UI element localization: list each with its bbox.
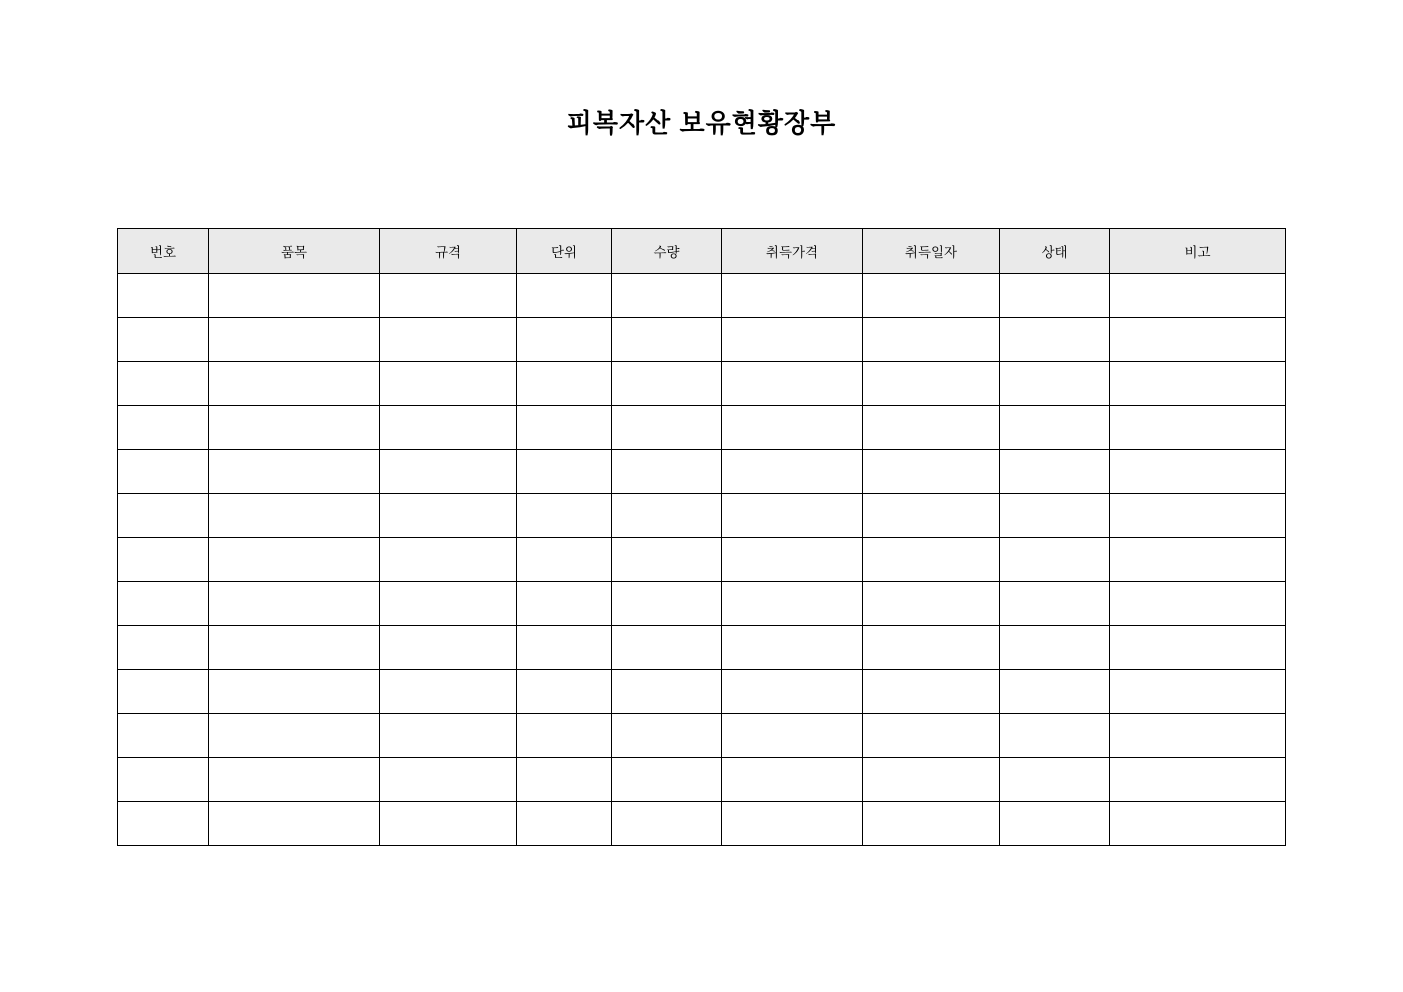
table-cell-item[interactable]	[209, 626, 380, 670]
table-cell-note[interactable]	[1110, 406, 1286, 450]
table-cell-item[interactable]	[209, 714, 380, 758]
table-cell-spec[interactable]	[380, 714, 517, 758]
table-row[interactable]	[118, 758, 1286, 802]
table-cell-item[interactable]	[209, 406, 380, 450]
table-cell-price[interactable]	[722, 318, 863, 362]
column-header-state: 상태	[1000, 229, 1110, 274]
table-cell-date[interactable]	[863, 494, 1000, 538]
table-cell-note[interactable]	[1110, 538, 1286, 582]
table-row[interactable]	[118, 538, 1286, 582]
table-cell-price[interactable]	[722, 538, 863, 582]
table-cell-item[interactable]	[209, 670, 380, 714]
table-cell-spec[interactable]	[380, 582, 517, 626]
table-cell-note[interactable]	[1110, 362, 1286, 406]
table-header-row	[118, 229, 1286, 274]
table-cell-state[interactable]	[1000, 318, 1110, 362]
table-cell-note[interactable]	[1110, 758, 1286, 802]
table-cell-qty[interactable]	[612, 538, 722, 582]
table-cell-price[interactable]	[722, 274, 863, 318]
table-cell-item[interactable]	[209, 802, 380, 846]
table-cell-state[interactable]	[1000, 450, 1110, 494]
table-cell-qty[interactable]	[612, 758, 722, 802]
table-cell-spec[interactable]	[380, 494, 517, 538]
table-cell-no[interactable]	[118, 626, 209, 670]
table-cell-date[interactable]	[863, 538, 1000, 582]
table-cell-qty[interactable]	[612, 274, 722, 318]
table-cell-no[interactable]	[118, 538, 209, 582]
table-cell-date[interactable]	[863, 450, 1000, 494]
table-cell-item[interactable]	[209, 362, 380, 406]
table-cell-price[interactable]	[722, 362, 863, 406]
table-cell-item[interactable]	[209, 538, 380, 582]
table-cell-price[interactable]	[722, 626, 863, 670]
column-header-no: 번호	[118, 229, 209, 274]
table-row[interactable]	[118, 318, 1286, 362]
table-cell-price[interactable]	[722, 582, 863, 626]
table-cell-date[interactable]	[863, 670, 1000, 714]
table-row[interactable]	[118, 406, 1286, 450]
table-cell-state[interactable]	[1000, 758, 1110, 802]
asset-ledger-table	[117, 228, 1286, 846]
table-row[interactable]	[118, 362, 1286, 406]
table-cell-no[interactable]	[118, 714, 209, 758]
table-cell-date[interactable]	[863, 362, 1000, 406]
table-row[interactable]	[118, 670, 1286, 714]
table-cell-unit[interactable]	[517, 758, 612, 802]
table-row[interactable]	[118, 714, 1286, 758]
table-cell-no[interactable]	[118, 274, 209, 318]
table-cell-date[interactable]	[863, 274, 1000, 318]
table-cell-unit[interactable]	[517, 318, 612, 362]
table-cell-date[interactable]	[863, 318, 1000, 362]
table-cell-no[interactable]	[118, 318, 209, 362]
table-cell-spec[interactable]	[380, 802, 517, 846]
table-cell-unit[interactable]	[517, 714, 612, 758]
table-cell-no[interactable]	[118, 670, 209, 714]
table-cell-price[interactable]	[722, 670, 863, 714]
table-cell-qty[interactable]	[612, 450, 722, 494]
table-cell-price[interactable]	[722, 758, 863, 802]
table-cell-unit[interactable]	[517, 494, 612, 538]
table-cell-unit[interactable]	[517, 802, 612, 846]
table-row[interactable]	[118, 274, 1286, 318]
table-cell-date[interactable]	[863, 626, 1000, 670]
table-cell-unit[interactable]	[517, 626, 612, 670]
table-cell-unit[interactable]	[517, 362, 612, 406]
table-cell-unit[interactable]	[517, 538, 612, 582]
table-cell-no[interactable]	[118, 406, 209, 450]
table-cell-note[interactable]	[1110, 802, 1286, 846]
table-row[interactable]	[118, 450, 1286, 494]
table-cell-note[interactable]	[1110, 494, 1286, 538]
table-cell-qty[interactable]	[612, 626, 722, 670]
table-cell-price[interactable]	[722, 406, 863, 450]
column-header-price: 취득가격	[722, 229, 863, 274]
table-cell-qty[interactable]	[612, 362, 722, 406]
table-cell-date[interactable]	[863, 406, 1000, 450]
table-row[interactable]	[118, 494, 1286, 538]
table-cell-item[interactable]	[209, 450, 380, 494]
table-cell-note[interactable]	[1110, 274, 1286, 318]
table-cell-spec[interactable]	[380, 406, 517, 450]
table-cell-unit[interactable]	[517, 274, 612, 318]
table-cell-spec[interactable]	[380, 670, 517, 714]
table-cell-unit[interactable]	[517, 450, 612, 494]
table-cell-spec[interactable]	[380, 450, 517, 494]
table-cell-item[interactable]	[209, 274, 380, 318]
table-cell-no[interactable]	[118, 582, 209, 626]
table-cell-spec[interactable]	[380, 362, 517, 406]
table-cell-state[interactable]	[1000, 538, 1110, 582]
table-cell-no[interactable]	[118, 802, 209, 846]
table-header	[118, 229, 1286, 274]
column-header-spec: 규격	[380, 229, 517, 274]
table-cell-item[interactable]	[209, 494, 380, 538]
table-cell-spec[interactable]	[380, 318, 517, 362]
table-cell-date[interactable]	[863, 758, 1000, 802]
table-cell-price[interactable]	[722, 802, 863, 846]
table-cell-note[interactable]	[1110, 450, 1286, 494]
table-cell-note[interactable]	[1110, 318, 1286, 362]
table-cell-item[interactable]	[209, 582, 380, 626]
page-title: 피복자산 보유현황장부	[566, 108, 837, 138]
table-cell-note[interactable]	[1110, 714, 1286, 758]
table-cell-unit[interactable]	[517, 670, 612, 714]
column-header-unit: 단위	[517, 229, 612, 274]
table-cell-spec[interactable]	[380, 758, 517, 802]
column-header-date: 취득일자	[863, 229, 1000, 274]
table-cell-state[interactable]	[1000, 494, 1110, 538]
table-cell-state[interactable]	[1000, 406, 1110, 450]
table-cell-unit[interactable]	[517, 406, 612, 450]
table-cell-state[interactable]	[1000, 802, 1110, 846]
table-cell-spec[interactable]	[380, 274, 517, 318]
table-cell-date[interactable]	[863, 802, 1000, 846]
table-cell-date[interactable]	[863, 582, 1000, 626]
table-cell-state[interactable]	[1000, 714, 1110, 758]
table-cell-qty[interactable]	[612, 670, 722, 714]
table-row[interactable]	[118, 582, 1286, 626]
table-cell-item[interactable]	[209, 758, 380, 802]
table-cell-no[interactable]	[118, 362, 209, 406]
table-cell-item[interactable]	[209, 318, 380, 362]
table-cell-no[interactable]	[118, 758, 209, 802]
table-row[interactable]	[118, 802, 1286, 846]
table-cell-price[interactable]	[722, 450, 863, 494]
table-cell-unit[interactable]	[517, 582, 612, 626]
table-row[interactable]	[118, 626, 1286, 670]
table-cell-state[interactable]	[1000, 274, 1110, 318]
table-cell-note[interactable]	[1110, 626, 1286, 670]
table-cell-price[interactable]	[722, 494, 863, 538]
table-cell-state[interactable]	[1000, 362, 1110, 406]
table-cell-note[interactable]	[1110, 670, 1286, 714]
table-cell-state[interactable]	[1000, 670, 1110, 714]
table-cell-state[interactable]	[1000, 582, 1110, 626]
table-body	[118, 274, 1286, 846]
table-cell-qty[interactable]	[612, 318, 722, 362]
table-cell-qty[interactable]	[612, 494, 722, 538]
asset-ledger-table-wrapper	[117, 228, 1285, 846]
column-header-qty: 수량	[612, 229, 722, 274]
column-header-note: 비고	[1110, 229, 1286, 274]
table-cell-spec[interactable]	[380, 538, 517, 582]
table-cell-qty[interactable]	[612, 802, 722, 846]
table-cell-state[interactable]	[1000, 626, 1110, 670]
table-cell-no[interactable]	[118, 494, 209, 538]
table-cell-date[interactable]	[863, 714, 1000, 758]
table-cell-no[interactable]	[118, 450, 209, 494]
column-header-item: 품목	[209, 229, 380, 274]
table-cell-qty[interactable]	[612, 406, 722, 450]
table-cell-qty[interactable]	[612, 582, 722, 626]
table-cell-note[interactable]	[1110, 582, 1286, 626]
table-cell-qty[interactable]	[612, 714, 722, 758]
table-cell-spec[interactable]	[380, 626, 517, 670]
table-cell-price[interactable]	[722, 714, 863, 758]
